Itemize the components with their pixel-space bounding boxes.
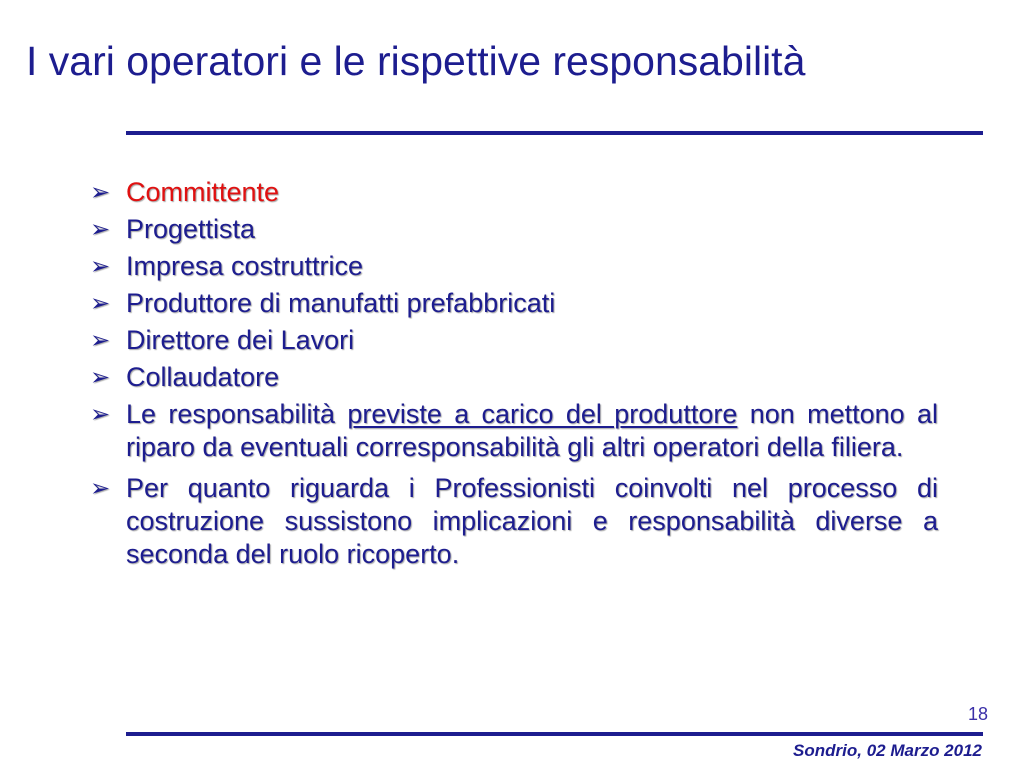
arrow-bullet-icon: ➢: [90, 475, 111, 502]
underlined-phrase: previste a carico del produttore: [347, 399, 738, 429]
list-item: [90, 361, 938, 394]
arrow-bullet-icon: ➢: [90, 327, 111, 354]
bullet-text-produttore: Produttore di manufatti prefabbricati: [126, 288, 556, 318]
footer-divider: [126, 732, 983, 736]
bullet-list: [90, 176, 938, 579]
arrow-bullet-icon: ➢: [90, 179, 111, 206]
list-item: [90, 287, 938, 320]
bullet-paragraph-professionisti: Per quanto riguarda i Professionisti coinvolti nel processo di costruzione sussistono implicazioni e responsabilità diverse a seconda del ruolo ricoperto.: [126, 473, 938, 569]
bullet-text-impresa: Impresa costruttrice: [126, 251, 364, 281]
page-number: 18: [967, 704, 988, 724]
list-item: [90, 250, 938, 283]
list-item: [90, 472, 938, 571]
list-item: [90, 324, 938, 357]
bullet-paragraph-responsabilita: [126, 398, 938, 464]
title-divider: [126, 131, 983, 135]
bullet-text-committente: Committente: [126, 177, 280, 207]
bullet-text-direttore: Direttore dei Lavori: [126, 325, 355, 355]
arrow-bullet-icon: ➢: [90, 290, 111, 317]
paragraph-text-end: non mettono al riparo da eventuali corresponsabilità gli altri operatori della filiera.: [126, 399, 938, 462]
arrow-bullet-icon: ➢: [90, 216, 111, 243]
arrow-bullet-icon: ➢: [90, 253, 111, 280]
list-item: [90, 398, 938, 464]
arrow-bullet-icon: ➢: [90, 364, 111, 391]
bullet-text-progettista: Progettista: [126, 214, 256, 244]
arrow-bullet-icon: ➢: [90, 401, 111, 428]
slide-title: I vari operatori e le rispettive responsabilità: [26, 38, 806, 84]
list-item: [90, 213, 938, 246]
list-item: [90, 176, 938, 209]
bullet-text-collaudatore: Collaudatore: [126, 362, 280, 392]
footer-date-location: Sondrio, 02 Marzo 2012: [793, 741, 982, 760]
paragraph-text-start: Le responsabilità: [126, 399, 348, 429]
